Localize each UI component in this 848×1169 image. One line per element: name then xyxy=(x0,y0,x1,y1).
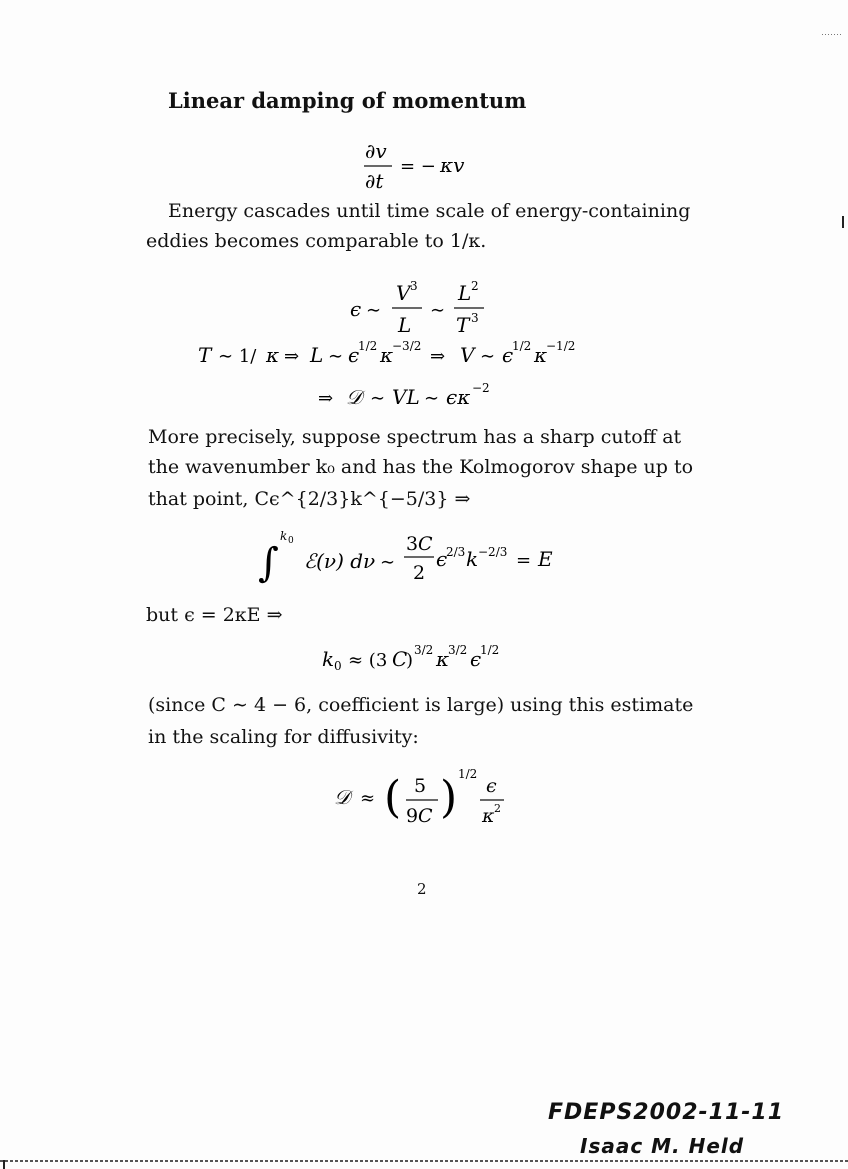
svg-text:∼: ∼ xyxy=(424,388,440,409)
svg-text:≈ (3: ≈ (3 xyxy=(348,650,388,671)
svg-text:ϵ: ϵ xyxy=(350,297,362,321)
scan-artifact-dots xyxy=(822,34,842,35)
svg-text:k: k xyxy=(322,647,335,671)
equation-energy-flux-scaling xyxy=(346,276,506,338)
svg-text:ϵ: ϵ xyxy=(436,547,448,571)
svg-text:C: C xyxy=(418,805,433,827)
svg-text:−1/2: −1/2 xyxy=(546,339,576,353)
svg-text:(: ( xyxy=(384,772,402,823)
svg-text:3: 3 xyxy=(406,533,419,555)
page-number: 2 xyxy=(417,880,427,898)
svg-text:≈: ≈ xyxy=(360,788,376,809)
svg-text:ϵκ: ϵκ xyxy=(446,385,471,409)
scan-artifact-bottom-line xyxy=(0,1160,848,1162)
svg-text:κ: κ xyxy=(266,343,280,367)
svg-text:2/3: 2/3 xyxy=(446,545,466,559)
svg-text:∼: ∼ xyxy=(380,552,396,573)
svg-text:∂v: ∂v xyxy=(365,139,387,163)
section-title: Linear damping of momentum xyxy=(168,88,527,113)
svg-text:VL: VL xyxy=(392,385,420,409)
equation-length-velocity-scaling xyxy=(198,336,658,372)
svg-text:⇒: ⇒ xyxy=(318,388,334,409)
svg-text:⇒: ⇒ xyxy=(430,346,446,367)
svg-text:∫: ∫ xyxy=(258,540,279,586)
svg-text:−2/3: −2/3 xyxy=(478,545,508,559)
svg-text:ϵ: ϵ xyxy=(486,775,497,797)
paragraph-spectrum-line1: More precisely, suppose spectrum has a sharp cutoff at xyxy=(148,426,682,448)
handwritten-stamp-code: FDEPS2002-11-11 xyxy=(548,1100,785,1125)
svg-text:1/2: 1/2 xyxy=(480,643,500,657)
svg-text:T: T xyxy=(198,343,212,367)
svg-text:ϵ: ϵ xyxy=(348,343,360,367)
svg-text:𝒟: 𝒟 xyxy=(334,785,350,809)
svg-text:ℰ(ν) dν: ℰ(ν) dν xyxy=(304,549,376,573)
svg-text:T: T xyxy=(456,313,470,337)
svg-text:): ) xyxy=(406,650,414,671)
svg-text:0: 0 xyxy=(288,536,294,546)
svg-text:κ: κ xyxy=(380,343,394,367)
equation-momentum-damping xyxy=(360,136,500,194)
svg-text:3/2: 3/2 xyxy=(448,643,468,657)
svg-text:∼: ∼ xyxy=(430,300,446,321)
equation-diffusivity-scaling xyxy=(318,378,538,414)
svg-text:1/2: 1/2 xyxy=(458,767,478,781)
svg-text:): ) xyxy=(440,772,458,823)
svg-text:E: E xyxy=(538,547,553,571)
paragraph-coefficient-line2: in the scaling for diffusivity: xyxy=(148,726,419,748)
svg-text:κv: κv xyxy=(440,153,465,177)
svg-text:2: 2 xyxy=(471,279,479,293)
equation-diffusivity-estimate xyxy=(334,762,534,832)
svg-text:= −: = − xyxy=(400,156,436,177)
svg-text:C: C xyxy=(418,533,433,555)
svg-text:L: L xyxy=(458,281,472,305)
svg-text:∼: ∼ xyxy=(480,346,496,367)
svg-text:∼ 1/: ∼ 1/ xyxy=(218,346,257,367)
scan-artifact-edge-mark xyxy=(842,216,844,228)
svg-text:1/2: 1/2 xyxy=(512,339,532,353)
svg-text:∂t: ∂t xyxy=(365,169,384,193)
svg-text:ϵ: ϵ xyxy=(470,647,482,671)
svg-text:L: L xyxy=(398,313,412,337)
svg-text:5: 5 xyxy=(414,775,427,797)
svg-text:−2: −2 xyxy=(472,381,490,395)
svg-text:9: 9 xyxy=(406,805,419,827)
svg-text:κ: κ xyxy=(436,647,450,671)
svg-text:2: 2 xyxy=(494,802,501,815)
svg-text:2: 2 xyxy=(413,562,426,584)
svg-text:κ: κ xyxy=(534,343,548,367)
svg-text:3/2: 3/2 xyxy=(414,643,434,657)
svg-text:∼: ∼ xyxy=(370,388,386,409)
paragraph-energy-cascade-line2: eddies becomes comparable to 1/κ. xyxy=(146,230,487,252)
svg-text:3: 3 xyxy=(471,311,479,325)
svg-text:ϵ: ϵ xyxy=(502,343,514,367)
paragraph-epsilon-relation: but ϵ = 2κE ⇒ xyxy=(146,604,283,626)
svg-text:⇒: ⇒ xyxy=(284,346,300,367)
svg-text:κ: κ xyxy=(482,805,495,827)
paragraph-energy-cascade-line1: Energy cascades until time scale of energy-containing xyxy=(168,200,691,222)
svg-text:∼: ∼ xyxy=(366,300,382,321)
svg-text:∼: ∼ xyxy=(328,346,344,367)
equation-energy-integral xyxy=(258,526,598,592)
svg-text:k: k xyxy=(280,529,288,543)
svg-text:𝒟: 𝒟 xyxy=(346,385,362,409)
svg-text:1/2: 1/2 xyxy=(358,339,378,353)
equation-cutoff-wavenumber xyxy=(322,640,542,676)
handwritten-stamp-author: Isaac M. Held xyxy=(580,1134,745,1158)
scan-artifact-corner-tick xyxy=(3,1160,5,1169)
svg-text:V: V xyxy=(396,281,411,305)
svg-text:−3/2: −3/2 xyxy=(392,339,422,353)
svg-text:V: V xyxy=(460,343,475,367)
paragraph-spectrum-line2: the wavenumber k₀ and has the Kolmogorov shape up to xyxy=(148,456,694,478)
svg-text:L: L xyxy=(310,343,324,367)
svg-text:=: = xyxy=(516,550,532,571)
svg-text:0: 0 xyxy=(334,659,342,673)
paragraph-coefficient-line1: (since C ∼ 4 − 6, coefficient is large) using this estimate xyxy=(148,694,694,716)
svg-text:3: 3 xyxy=(410,279,418,293)
svg-text:C: C xyxy=(392,647,408,671)
paragraph-spectrum-line3: that point, Cϵ^{2/3}k^{−5/3} ⇒ xyxy=(148,488,471,510)
svg-text:k: k xyxy=(466,547,479,571)
